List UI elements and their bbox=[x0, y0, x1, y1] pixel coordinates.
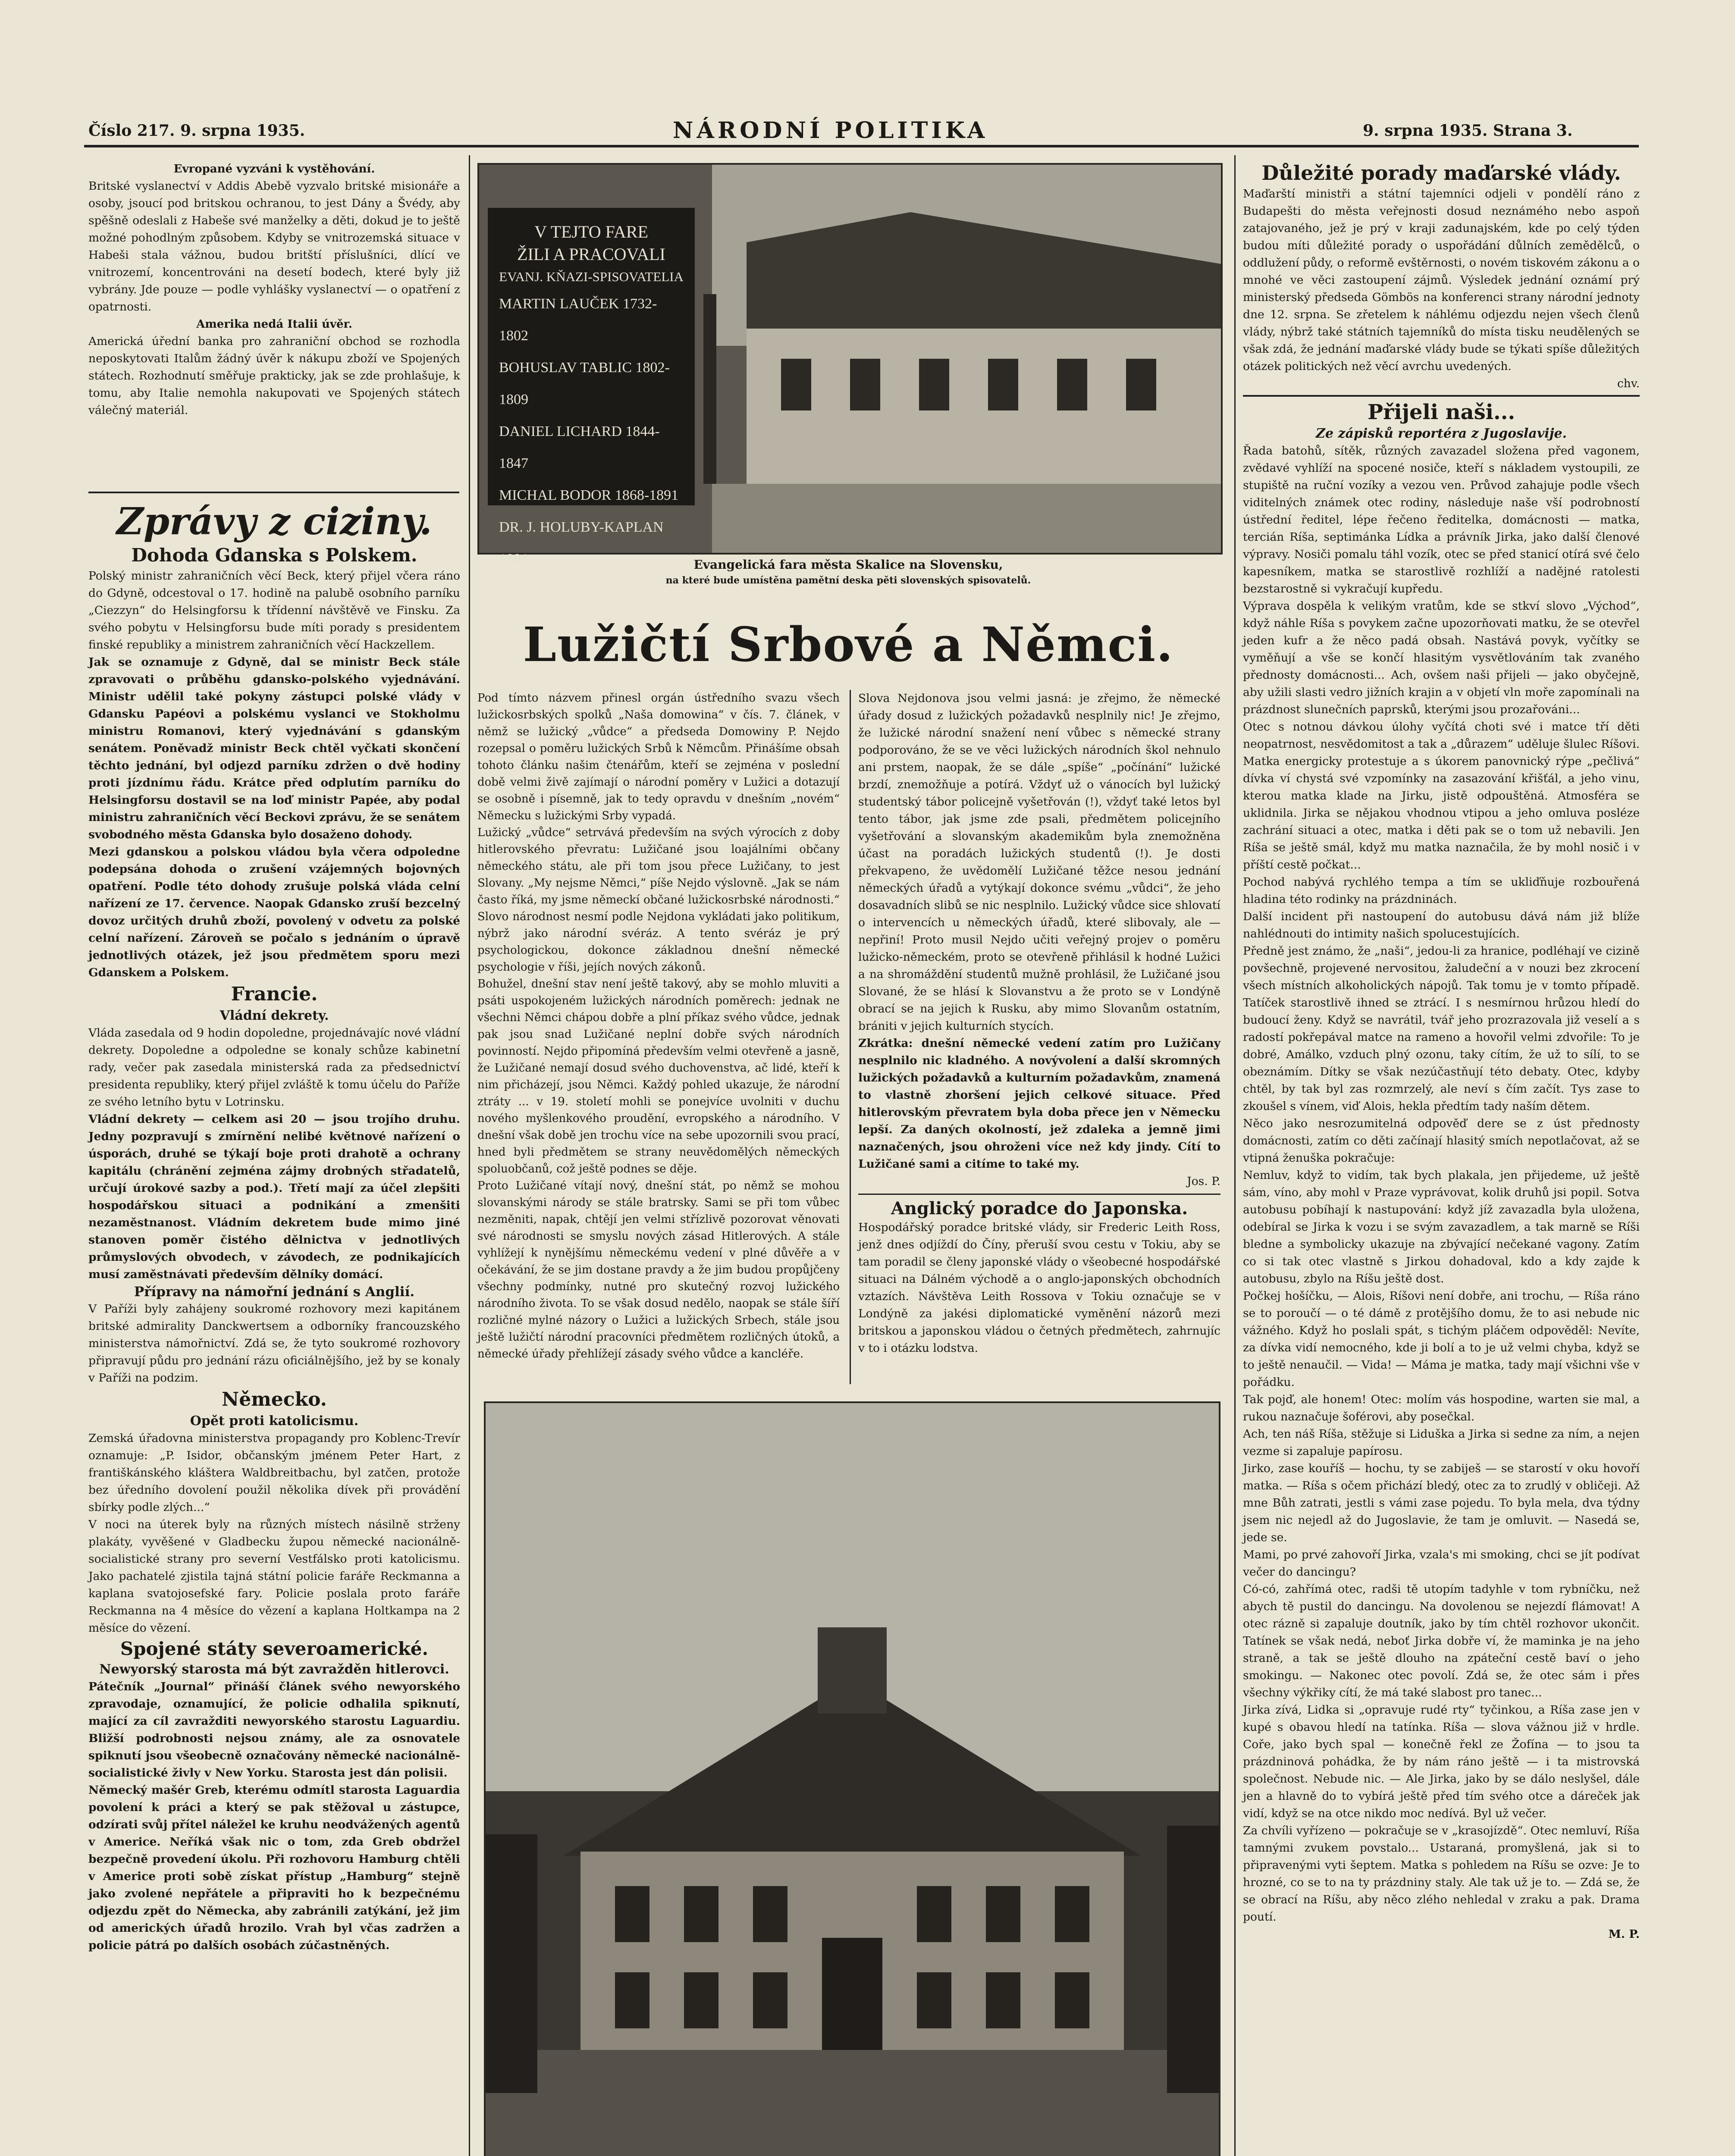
main-headline-wrap bbox=[477, 608, 1219, 681]
photo-1-caption-line-2: na které bude umístěna pamětní deska pěti slovenských spisovatelů. bbox=[665, 575, 1031, 586]
text-france-1: Vláda zasedala od 9 hodin dopoledne, projednávajíc nové vládní dekrety. Dopoledne a odpoledne se konaly schůze kabinetní rady, večer pak zasedala ministerská rada za předsednictví presidenta republiky, který přijel zvláště k tomu účelu do Paříže ze svého letního bytu v Lotrinsku. bbox=[88, 1026, 460, 1109]
section-title: Zprávy z ciziny. bbox=[116, 500, 432, 543]
story-para-12: Jirko, zase kouříš — hochu, ty se zabiješ — se starostí v oku hovoří matka. — Ríša s očem přichází bledý, otec za to zrudlý v obličeji. Až mne Bůh zatrati, jestli s vámi zase pojedu. To byla mela, dva týdny jsem nic nejedl až do Jugoslavie, že tam je omluvit. — Nasedá se, jede se. bbox=[1243, 1462, 1640, 1544]
text-france-2: Vládní dekrety — celkem asi 20 — jsou trojího druhu. Jedny pozpravují s zmírnění nelibé květnové nařízení o úsporách, druhé se týkají boje proti drahotě a ochrany kapitálu (chránění zejména zájmy drobných střadatelů, určují úrokové sazby a pod.). Třetí mají za účel zlepšiti hospodářskou situaci a podnikání a zmenšiti nezaměstnanost. Vládním dekretem bude mimo jiné stanoven poměr čistého dělnictva v jednotlivých průmyslových obvodech, v závodech, ze podnikajících musí zaměstnávati především dělníky domácí. bbox=[88, 1112, 460, 1281]
page-date-number: 9. srpna 1935. Strana 3. bbox=[1363, 122, 1573, 140]
story-para-16: Za chvíli vyřízeno — pokračuje se v „krasojízdě“. Otec nemluví, Ríša tamnými zvukem povstalo... Ustaraná, promyšlená, jak si to připravenými vyti šeptem. Matka s pohledem na Ríšu se ozve: Je to hrozné, co se to na ty prázdniny staly. Ale tak už je to. — Zdá se, že se obrací na Ríšu, aby něco zlého nehledal v zraku a pak. Drama poutí. bbox=[1243, 1824, 1640, 1924]
text-gdansk-3: Mezi gdanskou a polskou vládou byla včera odpoledne podepsána dohoda o zrušení vzájemných bojovných opatření. Podle této dohody zrušuje polská vláda celní nařízení ze 17. července. Naopak Gdansko zruší bezcelný dovoz určitých druhů zboží, povolený v odvetu za polské celní nařízení. Zároveň se počalo s jednáním o úpravě jednotlivých otázek, jež jsou předmětem sporu mezi Gdanskem a Polskem. bbox=[88, 845, 460, 979]
story-signature: M. P. bbox=[1608, 1927, 1640, 1941]
plaque-line-6: DANIEL LICHARD 1844-1847 bbox=[499, 423, 660, 471]
story-para-4: Pochod nabývá rychlého tempa a tím se ukliďňuje rozbouřená hladina této rodinky na prázdninách. bbox=[1243, 875, 1640, 906]
story-para-9: Počkej hošíčku, — Alois, Ríšovi není dobře, ani trochu, — Ríša ráno se to poroučí — o té dámě z protějšího domu, že to asi nebude nic vážného. Když ho poslali spát, s tichým pláčem odpověděl: Nevíte, za dívka vidí nemocného, kde ji bolí a to je už velmi chyba, když se to ještě nenaučil. — Vida! — Máma je matka, tady mají všichni vše v pořádku. bbox=[1243, 1289, 1640, 1389]
article-para-5: Slova Nejdonova jsou velmi jasná: je zřejmo, že německé úřady dosud z lužických požadavků nesplnily nic! Je zřejmo, že lužické národní snažení není vůbec s německé strany podporováno, že se ve věci lužických národních škol nehnulo ani prstem, naopak, že se dále „spíše“ „počínání“ lužické brzdí, znemožňuje a potírá. Vždyť už o vánocích byl lužický studentský tábor policejně vyšetřován (!), vždyť také letos byl tento tábor, jak jsme zde psali, předmětem policejního vyšetřování a slovanským akademikům byla znemožněna účast na poradách lužických studentů (!). Je dosti překvapeno, že uvědomělí Lužičané těžce nesou jednání německých úřadů a vytýkají dokonce svému „vůdci“, že jeho dosavadních slibů se nic nesplnilo. Lužický vůdce sice shlovatí o intervencích u německých úřadů, které slibovaly, ale — nepřiní! Proto musil Nejdo učiti veřejný projev o poměru lužicko-německém, proto se otevřeně přihlásil k hodné Lužici a na shromáždění studentů mužně prohlásil, že Lužičané jsou Slované, že se hlásí k Slovanstvu a že proto se v Londýně obrací se na jejich k Rusku, aby mimo Slovanům ostatním, brániti v jejich kulturních stycích. bbox=[858, 692, 1220, 1033]
photo-1-caption-line-1: Evangelická fara města Skalice na Slovensku, bbox=[693, 558, 1003, 572]
headline-naval: Přípravy na námořní jednání s Anglií. bbox=[134, 1284, 415, 1300]
text-germany-2: V noci na úterek byly na různých místech násilně strženy plakáty, vyvěšené v Gladbecku župou německé nacionálně-socialistické strany pro severní Vestfálsko proti katolicismu. Jako pachatelé zjistila tajná státní policie faráře Reckmanna a kaplana svatojosefské fary. Policie poslala proto faráře Reckmanna na 4 měsíce do vězení a kaplana Holtkampa na 2 měsíce do vězení. bbox=[88, 1518, 460, 1635]
plaque-line-8: DR. J. HOLUBY-KAPLAN 1891 bbox=[499, 519, 664, 567]
story-para-10: Tak pojď, ale honem! Otec: molím vás hospodine, warten sie mal, a rukou naznačuje šoférovi, aby posečkal. bbox=[1243, 1393, 1640, 1423]
headline-story: Přijeli naši... bbox=[1367, 400, 1515, 424]
headline-ethiopia: Evropané vyzváni k vystěhování. bbox=[173, 163, 375, 175]
subheadline-usa: Newyorský starosta má být zavražděn hitlerovci. bbox=[99, 1662, 449, 1677]
left-column-foreign-news bbox=[88, 500, 460, 1954]
text-hungary: Maďarští ministři a státní tajemníci odjeli v pondělí ráno z Budapešti do města veřejnosti dosud neznámého nebo aspoň zatajovaného, jež je prý v kraji zadunajském, kde po celý týden budou míti důležité porady o uspořádání důlních zemědělců, o oddlužení půdy, o reformě evštěrnosti, o novém tiskovém zákonu a o mnohé ve věci zastoupení zájmů. Výsledek jednání oznámí prý ministerský předseda Gömbös na konferenci strany národní jednoty dne 12. srpna. Se zřetelem k náhlému odjezdu nejen všech členů vlády, nýbrž také státních tajemníků do místa tisku neudělených se však zdá, že jednání maďarské vlády bude se týkati spíše důležitých otázek politických než věcí avrchu uvedených. bbox=[1243, 187, 1640, 373]
text-naval: V Paříži byly zahájeny soukromé rozhovory mezi kapitánem britské admirality Danckwertsem a odborníky francouzského ministerstva námořnictví. Zdá se, že tyto soukromé rozhovory připravují půdu pro jednání rázu oficiálnějšího, jež by se konaly v Paříži na podzim. bbox=[88, 1302, 460, 1385]
subheadline-germany: Opět proti katolicismu. bbox=[190, 1413, 359, 1429]
main-headline: Lužičtí Srbové a Němci. bbox=[523, 617, 1174, 672]
hungary-signature: chv. bbox=[1617, 377, 1640, 390]
story-para-14: Có-có, zahřímá otec, radši tě utopím tadyhle v tom rybníčku, než abych tě pustil do dancingu. Na dovolenou se nejezdí flámovat! A otec rázně si zapaluje doutník, jako by tím chtěl rozhovor ukončit. Tatínek se však nedá, neboť Jirka dobře ví, že maminka je na jeho straně, a tak se ještě dlouho na zpáteční cestě baví o jeho smokingu. — Nakonec otec povolí. Zdá se, že otec sám i přes všechny výkřiky cítí, že má také slabost pro tanec... bbox=[1243, 1583, 1640, 1699]
story-para-13: Mami, po prvé zahovoří Jirka, vzala's mi smoking, chci se jít podívat večer do dancingu? bbox=[1243, 1548, 1640, 1579]
headline-usa: Spojené státy severoamerické. bbox=[120, 1638, 429, 1659]
headline-germany: Německo. bbox=[222, 1388, 327, 1410]
right-rule bbox=[1243, 395, 1640, 397]
text-usa-1: Pátečník „Journal“ přináší článek svého newyorského zpravodaje, oznamující, že policie odhalila spiknutí, mající za cíl zavražditi newyorského starostu Laguardiu. Bližší podrobnosti nejsou známy, ale za osnovatele spiknutí jsou všeobecně označovány německé nacionálně-socialistické živly v New Yorku. Starosta jest dán polisii. bbox=[88, 1680, 460, 1780]
story-para-6: Předně jest známo, že „naši“, jedou-li za hranice, podléhají ve cizině povšechně, projevené nervositou, žaludeční a v nouzi bez zkrocení všech místních alkoholických nápojů. Tak tomu je v tomto případě. Tatíček starostlivě ihned se ztrácí. I s nesmírnou hrůzou hledí do budoucí ženy. Když se navrátil, tvář jeho prozrazovala již veselí a s radostí pokřepával matce na rameno a hovořil velmi zdvořile: To je dobré, Amálko, vzduch plný ozonu, taky cítím, že už to sílí, to se obeznámím. Dítky se však nezúčastňují této debaty. Otec, kdyby chtěl, by tak byl zas rozmrzelý, ale neví s čím začít. Tys zase to zkoušel s vínem, viď Alois, hekla předtím tady naším dětem. bbox=[1243, 944, 1640, 1113]
article-para-3: Bohužel, dnešní stav není ještě takový, aby se mohlo mluviti a psáti uspokojeném lužických národních poměrech: jednak ne všechni Němci chápou dobře a plní příkaz svého vůdce, jednak pak jsou snad Lužičané neplní dobře svých národních povinností. Nejdo připomíná především velmi otevřeně a jasně, že Lužičané nemají dosud svého duchovenstva, ač lidé, kteří k nim přicházejí, jsou Němci. Každý pohled ukazuje, že národní ztráty ... v 19. století mohli se ponejvíce uvolniti v duchu nového myšlenkového proudění, evropského a národního. V dnešní však době jen trochu více na sebe upozornili svou prací, hned byli předmětem se strany neuvědomělých německých spoluobčanů, což ještě podnes se děje. bbox=[477, 978, 840, 1175]
photo-petrkovice-school bbox=[484, 1401, 1220, 2156]
article-signature: Jos. P. bbox=[1187, 1175, 1220, 1188]
story-para-15: Jirka zívá, Lidka si „opravuje rudé rty“ tyčinkou, a Ríša zase jen v kupé s obavou hledí na tatínka. Ríša — slova vážnou již v hrdle. Coře, jako bych spal — konečně řekl ze Žofína — to jsou ta prázdninová pohádka, že by nám ráno ještě — i ta mistrovská společnost. Nebude nic. — Ale Jirka, jako by se dálo neslyšel, dále jen a hlavně do to vybírá ještě před tím svého otce a dáreček jak vidí, když se na otce nikdo moc nedívá. Byl už večer. bbox=[1243, 1703, 1640, 1820]
headline-hungary: Důležité porady maďarské vlády. bbox=[1261, 161, 1621, 185]
column-divider-right bbox=[1234, 155, 1236, 2156]
school-illustration bbox=[486, 1403, 1219, 2156]
subheadline-france: Vládní dekrety. bbox=[220, 1008, 329, 1023]
text-germany-1: Zemská úřadovna ministerstva propagandy pro Koblenc-Trevír oznamuje: „P. Isidor, občanským jménem Peter Hart, z františkánského kláštera Waldbreitbachu, byl zatčen, protože bez úředního dovolení použil několika dívek při provádění sbírky podle zlých...“ bbox=[88, 1432, 460, 1514]
article-col-2 bbox=[858, 690, 1220, 1357]
story-para-5: Další incident při nastoupení do autobusu dává nám již blíže nahlédnouti do intimity našich spolucestujících. bbox=[1243, 910, 1640, 940]
article-summary: Zkrátka: dnešní německé vedení zatím pro Lužičany nesplnilo nic kladného. A novývolení a další skromných lužických požadavků a kulturním požadavkům, znamená to vlastně zhoršení jejich celkové situace. Před hitlerovským převratem byla doba přece jen v Německu lepší. Za daných okolností, jež zdaleka a jemně jimi naznačených, jsou ohroženi více než kdy jindy. Cítí to Lužičané sami a citíme to také my. bbox=[858, 1037, 1220, 1171]
story-para-7: Něco jako nesrozumitelná odpověď dere se z úst přednosty domácnosti, zatím co děti začínají hlasitý smích nepotlačovat, až se vtipná ženuška pokračuje: bbox=[1243, 1117, 1640, 1165]
column-divider-left bbox=[469, 155, 470, 2156]
plaque-line-2: ŽILI A PRACOVALI bbox=[517, 244, 665, 264]
text-usa-2: Německý mašér Greb, kterému odmítl starosta Laguardia povolení k práci a který se pak stěžoval u zástupce, odzírati svůj přítel náležel ke kruhu neodvážených agentů v Americe. Neříká však nic o tom, zda Greb obdržel bezpečně provedení úkolu. Při rozhovoru Hamburg chtěli v Americe proti sobě získat přístup „Hamburg“ stejně jako zvolené nepřátele a připraviti ho k bezpečnému odjezdu zpět do Německa, aby zabránili zatýkání, jež jim od amerických úřadů hrozilo. Vrah byl včas zadržen a policie pátrá po dalších osobách zúčastněných. bbox=[88, 1783, 460, 1952]
article-para-2: Lužický „vůdce“ setrvává především na svých výrocích z doby hitlerovského převratu: Lužičané jsou loajálními občany německého státu, ale při tom jsou přece Lužičany, to jest Slovany. „My nejsme Němci,“ píše Nejdo výslovně. „Jak se nám často říká, my jsme německí občané lužickosrbské národnosti.“ Slovo národnost nesmí podle Nejdona vykládati jako politikum, nýbrž jako národní svéráz. A tento svéráz je prý psychologickou, dokonce základnou dnešní německé psychologie v říši, jejích nových zákonů. bbox=[477, 826, 840, 974]
plaque-line-7: MICHAL BODOR 1868-1891 bbox=[499, 487, 679, 503]
advisor-rule bbox=[858, 1194, 1220, 1195]
text-gdansk-1: Polský ministr zahraničních věcí Beck, který přijel včera ráno do Gdyně, odcestoval o 17. hodině na palubě osobního parníku „Ciezzyn“ do Helsingforsu k třídenní návštěvě ve Finsku. Za svého pobytu v Helsingforsu bude míti porady s presidentem finské republiky a ministrem zahraničních věcí Hackzellem. bbox=[88, 569, 460, 652]
left-column-top bbox=[88, 160, 460, 419]
plaque-line-5: BOHUSLAV TABLIC 1802-1809 bbox=[499, 360, 670, 407]
headline-advisor: Anglický poradce do Japonska. bbox=[891, 1198, 1188, 1219]
plaque-line-3: EVANJ. KŇAZI-SPISOVATELIA bbox=[499, 269, 684, 284]
plaque-line-1: V TEJTO FARE bbox=[534, 222, 648, 241]
article-para-1: Pod tímto názvem přinesl orgán ústředního svazu všech lužickosrbských spolků „Naša domowina“ v čís. 7. článek, v němž se lužický „vůdce“ a předseda Domowiny P. Nejdo rozepsal o poměru lužických Srbů k Němcům. Přinášíme obsah tohoto článku našim čtenářům, kteří se zejména v poslední době velmi živě zajímají o národní poměry v Lužici a dotazují se osobně i písemně, jak to tedy opravdu v dnešním „novém“ Německu s lužickými Srby vypadá. bbox=[477, 692, 840, 822]
article-col-1 bbox=[477, 690, 840, 1363]
text-ethiopia: Britské vyslanectví v Addis Abebě vyzvalo britské misionáře a osoby, jsoucí pod britskou ochranou, to jest Dány a Švédy, aby spěšně odeslali z Habeše své manželky a děti, dokud je to ještě možné pohodlným způsobem. Kdyby se vnitrozemská situace v Habeši stala vážnou, budou britští příslušníci, dlící ve vnitrozemí, koncentrováni na desetí bodech, které byly již vybrány. Jde pouze — podle vyhlášky vyslanectví — o opatření z opatrnosti. bbox=[88, 179, 460, 313]
headline-gdansk: Dohoda Gdanska s Polskem. bbox=[131, 545, 417, 566]
story-para-8: Nemluv, když to vidím, tak bych plakala, jen přijedeme, už ještě sám, víno, aby mohl v Praze vyprávovat, kolik druhů jsi popil. Sotva autobusu pobíhají k nastupování: když jíž zavazadla byla uložena, odebíral se Jirka k vozu i se svým zavazadlem, a tak marně se Ríši bledne a symbolicky ukazuje na zbývající nečekané vagony. Zatím co si tak otec vlastně s Jirkou dohadoval, kdo a kdy zajde k autobusu, zbylo na Ríšu ještě dost. bbox=[1243, 1169, 1640, 1285]
story-para-1: Řada batohů, sítěk, různých zavazadel složena před vagonem, zvědavé vyhlíží na spocené nosiče, kteří s nákladem vystoupili, ze stupiště na ruční vozíky a vezou ven. Průvod zahajuje podle všech viditelných známek otec rodiny, následuje naše vší podrobností ústřední ředitel, lépe řečeno ředitelka, domácnosti — matka, tercián Ríša, septimánka Lídka a právník Jirka, jako další členové výpravy. Nosiči pomalu táhl vozík, otec se před stanicí otírá své čelo kapesníkem, matka se starostlivě rozhlíží a nadějné ratolesti bezstarostně si vykračují kupředu. bbox=[1243, 444, 1640, 595]
right-column bbox=[1243, 160, 1640, 1943]
story-para-11: Ach, ten náš Ríša, stěžuje si Liduška a Jirka si sedne za ním, a nejen vezme si zapaluje papírosu. bbox=[1243, 1427, 1640, 1458]
text-gdansk-2: Jak se oznamuje z Gdyně, dal se ministr Beck stále zpravovati o průběhu gdansko-polského vyjednávání. Ministr udělil také pokyny zástupci polské vlády v Gdansku Papéovi a polskému vyslanci ve Stokholmu ministru Romanovi, který vyjednávání s gdanským senátem. Poněvadž ministr Beck chtěl vyčkati skončení těchto jednání, byl odjezd parníku zdržen o dvě hodiny proti jízdnímu řádu. Krátce před odplutím parníku do Helsingforsu dostavil se na loď ministr Papée, aby podal ministru zahraničních věcí Beckovi zprávu, že se senátem svobodného města Gdanska bylo dosaženo dohody. bbox=[88, 655, 460, 841]
plaque-line-4: MARTIN LAUČEK 1732-1802 bbox=[499, 296, 657, 344]
headline-italy: Amerika nedá Italii úvěr. bbox=[196, 318, 352, 331]
memorial-plaque bbox=[488, 208, 695, 567]
masthead-title: NÁRODNÍ POLITIKA bbox=[673, 117, 988, 144]
story-para-3: Otec s notnou dávkou úlohy vyčítá choti své i matce tří děti neopatrnost, nesvědomitost a tak a „důrazem“ uděluje šlulec Ríšovi. Matka energicky protestuje a s úkorem panovnický rýpe „pečlivá“ dívka ví chystá své vzpomínky na zasazování křišťál, a jeho vinu, kterou matka klade na Jirku, jistě odpouštěná. Atmosféra se uklidnila. Jirka se nějakou vhodnou vtipou a jeho omluva posléze zachrání situaci a otec, matka i děti pak se o tom už nebavili. Jen Ríša se ještě smál, když mu matka naznačila, že by mohl nosič i v příští cestě počkat... bbox=[1243, 720, 1640, 871]
header-rule bbox=[84, 145, 1639, 147]
text-italy: Americká úřední banka pro zahraniční obchod se rozhodla neposkytovati Italům žádný úvěr k nákupu zboží ve Spojených státech. Rozhodnutí směřuje prakticky, jak se zde prohlašuje, k tomu, aby Italie nemohla nakupovati ve Spojených státech válečný materiál. bbox=[88, 335, 460, 417]
article-inner-divider bbox=[850, 690, 851, 1384]
text-advisor: Hospodářský poradce britské vlády, sir Frederic Leith Ross, jenž dnes odjíždí do Číny, přeruší svou cestu v Tokiu, aby se tam poradil se členy japonské vlády o všeobecné hospodářské situaci na Dálném východě a o anglo-japonských obchodních vztazích. Návštěva Leith Rossova v Tokiu označuje se v Londýně za jakési diplomatické vyměnění názorů mezi britskou a japonskou vládou o četných předmětech, zahrnujíc v to i otázku lodstva. bbox=[858, 1221, 1220, 1355]
headline-france: Francie. bbox=[231, 983, 318, 1005]
left-rule-1 bbox=[88, 492, 459, 493]
photo-1-caption bbox=[477, 556, 1219, 587]
issue-number: Číslo 217. 9. srpna 1935. bbox=[88, 122, 305, 140]
subheadline-story: Ze zápisků reportéra z Jugoslavije. bbox=[1316, 426, 1567, 441]
article-para-4: Proto Lužičané vítají nový, dnešní stát, po němž se mohou slovanskými národy se stále bratrsky. Sami se při tom vůbec nezměniti, napak, chtějí jen velmi střízlivě pozorovat věnovati své národnosti se smyslu nových zásad Hitlerových. A stále vyhlížejí k nynějšímu německému vedení v plné důvěře a v očekávání, že se jim dostane pravdy a že jim budou propůjčeny všechny podmínky, nutné pro skutečný rozvoj lužického národního života. To se však dosud nedělo, naopak se stále šíří rozličné mylné názory o Lužici a lužických Srbech, stále jsou ještě lužičtí národní pracovníci předmětem rozličných útoků, a německé úřady přehlížejí zásady svého vůdce a kancléře. bbox=[477, 1179, 840, 1360]
story-para-2: Výprava dospěla k velikým vratům, kde se stkví slovo „Východ“, když náhle Ríša s povykem začne upozorňovati matku, že se otevřel jeden kufr a že něco padá obsah. Nastává povyk, vyčítky se vyměňují a vše se končí hlasitým vysvětlováním tak zvaného přednosty domácnosti... Ach, ovšem naši přijeli — jako obyčejně, aby užili slasti vedro jižních krajin a v objetí vln moře zapomínali na prázdnost slunečních paprsků, kterými jsou prozařováni... bbox=[1243, 599, 1640, 716]
